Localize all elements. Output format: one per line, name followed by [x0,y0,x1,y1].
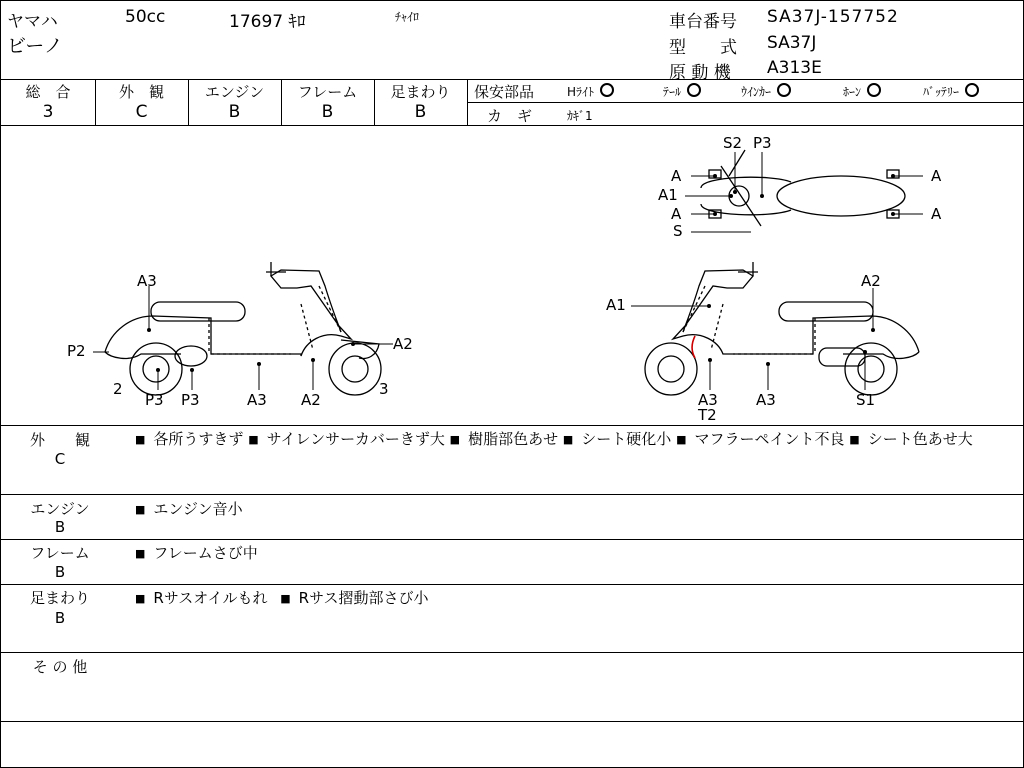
grade-total-label: 総 合 [25,83,71,101]
type-value: SA37J [767,33,817,53]
label-a3-bottom: A3 [247,391,267,409]
grade-suspension-label: 足まわり [390,83,451,101]
label-a1-top: A1 [658,186,678,204]
label-a2-right: A2 [393,335,413,353]
label-t2: T2 [698,406,717,424]
remark-exterior-grade: C [54,450,66,468]
label-p3-b: P3 [181,391,200,409]
divider [1,425,1023,426]
remark-frame-grade: B [54,563,66,581]
remark-exterior-items: ■ 各所うすきず ■ サイレンサーカバーきず大 ■ 樹脂部色あせ ■ シート硬化小 ■ マフラーペイント不良 ■ シート色あせ大 [135,430,973,448]
grade-exterior-value: C [135,102,148,122]
remark-engine-label: エンジン [30,500,90,518]
grade-engine-value: B [228,102,241,122]
label-a-tl: A [671,167,682,185]
model-name: ビーノ [7,35,63,57]
label-p3-a: P3 [145,391,164,409]
label-a2: A2 [861,272,881,290]
ok-circle-icon [867,83,881,97]
remark-suspension-grade: B [54,609,66,627]
frame-no: SA37J-157752 [767,7,899,27]
grade-engine-label: エンジン [204,83,265,101]
displacement: 50cc [125,7,166,27]
safety-item-tail: ﾃｰﾙ [663,83,701,100]
safety-item-horn: ﾎｰﾝ [843,83,881,100]
label-num3: 3 [379,380,389,398]
label-a3-b: A3 [756,391,776,409]
remark-exterior-label: 外 観 [29,431,90,449]
remark-suspension-items: ■ Rサスオイルもれ ■ Rサス摺動部さび小 [135,589,429,607]
remark-engine-grade: B [54,518,66,536]
mileage: 17697 ｷﾛ [229,12,306,32]
label-s1: S1 [856,391,876,409]
grade-total-value: 3 [42,102,54,122]
label-p2: P2 [67,342,86,360]
key-value: ｶｷﾞ1 [567,109,593,123]
safety-item-headlight: Hﾗｲﾄ [567,83,614,100]
grade-frame-label: フレーム [297,83,358,101]
type-label: 型 式 [669,38,737,58]
label-p3-top: P3 [753,134,772,152]
engine-value: A313E [767,58,822,78]
remark-frame-label: フレーム [30,544,90,562]
ok-circle-icon [600,83,614,97]
label-a-bl: A [671,205,682,223]
frame-no-label: 車台番号 [669,12,737,32]
remark-frame-items: ■ フレームさび中 [135,544,258,562]
remark-suspension-label: 足まわり [29,589,90,607]
divider [1,79,1023,80]
label-a-br: A [931,205,942,223]
ok-circle-icon [965,83,979,97]
grade-exterior-label: 外 観 [118,83,164,101]
label-a1: A1 [606,296,626,314]
ok-circle-icon [777,83,791,97]
label-a3-top: A3 [137,272,157,290]
engine-label: 原 動 機 [669,63,731,83]
remark-engine-items: ■ エンジン音小 [135,500,243,518]
safety-title: 保安部品 [474,83,535,101]
label-s: S [673,222,683,240]
label-s2: S2 [723,134,743,152]
grade-suspension-value: B [414,102,427,122]
remark-other-label: そ の 他 [32,658,88,676]
scooter-top-view-icon [701,150,905,226]
color: ﾁｬｲﾛ [395,10,420,24]
label-num2: 2 [113,380,123,398]
label-a3: A3 [698,391,718,409]
key-label: カ ギ [487,107,533,125]
grade-frame-value: B [321,102,334,122]
label-a-tr: A [931,167,942,185]
safety-item-battery: ﾊﾞｯﾃﾘｰ [923,83,979,100]
label-a2-bottom: A2 [301,391,321,409]
safety-item-winker: ｳｲﾝｶｰ [741,83,791,100]
ok-circle-icon [687,83,701,97]
maker: ヤマハ [7,12,58,32]
damage-diagram [1,126,1023,425]
